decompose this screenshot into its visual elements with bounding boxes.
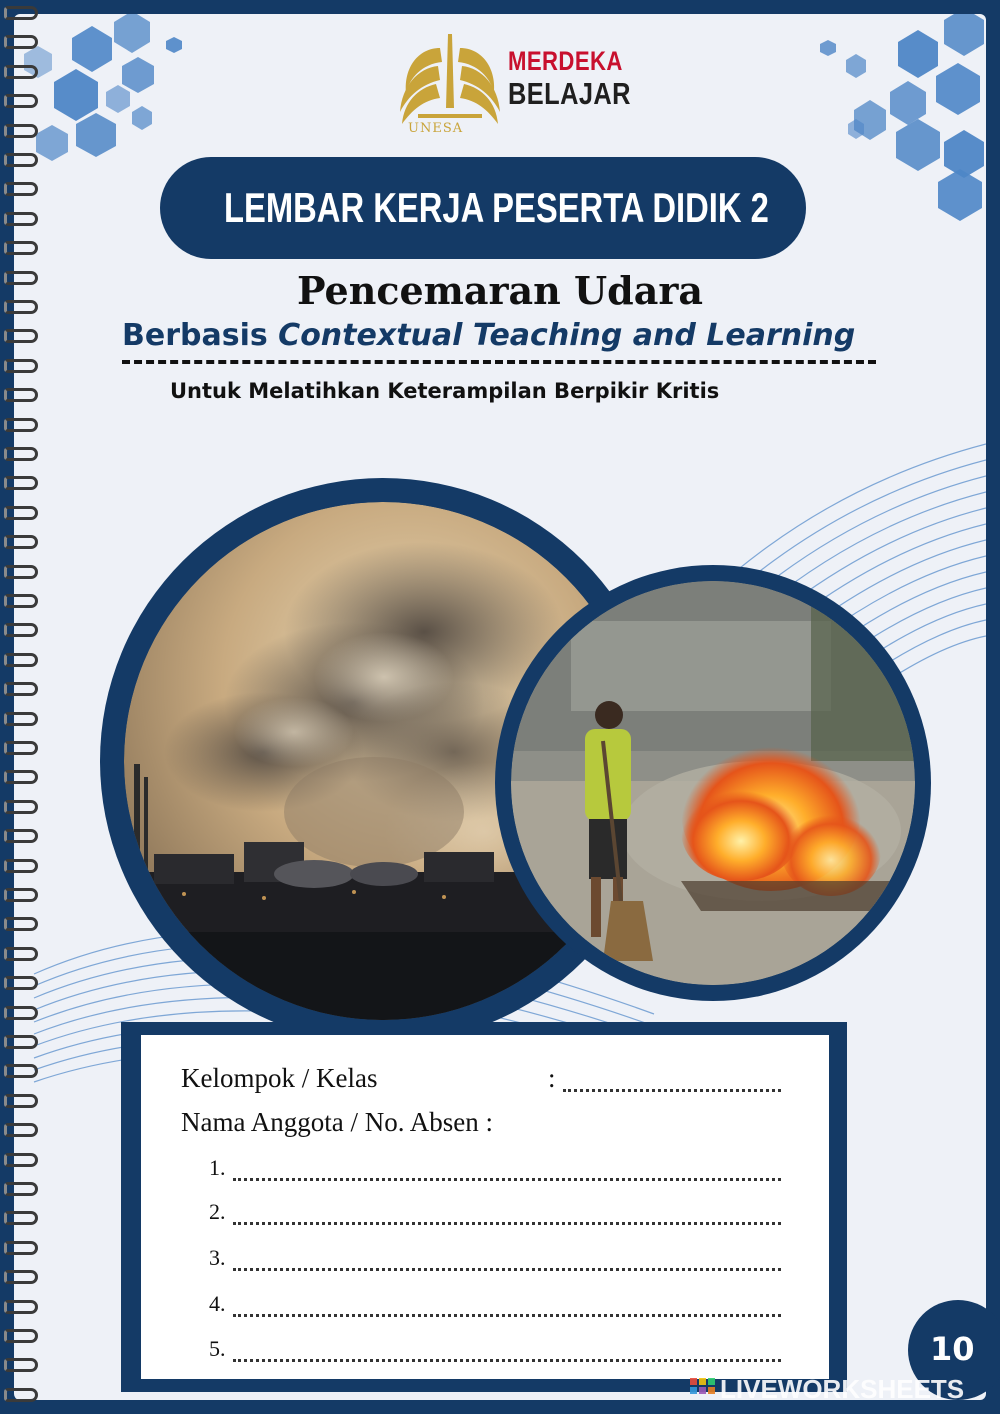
spiral-ring [4,241,38,255]
dashed-divider [122,360,876,364]
group-info-form [121,1022,847,1392]
spiral-ring [4,6,38,20]
member-field-2[interactable] [233,1222,781,1225]
members-label: Nama Anggota / No. Absen : [181,1107,493,1137]
watermark-text: LIVEWORKSHEETS [720,1374,965,1404]
spiral-ring [4,653,38,667]
spiral-ring [4,359,38,373]
spiral-ring [4,1064,38,1078]
spiral-ring [4,829,38,843]
spiral-ring [4,712,38,726]
group-info-form-inner [141,1035,829,1379]
spiral-ring [4,623,38,637]
spiral-ring [4,594,38,608]
page-title: Pencemaran Udara [297,268,703,313]
member-number: 5. [209,1336,226,1361]
member-number: 2. [209,1199,226,1224]
spiral-ring [4,65,38,79]
spiral-ring [4,1094,38,1108]
page-number: 10 [930,1330,975,1368]
burning-waste-photo-frame [495,565,931,1001]
spiral-ring [4,1241,38,1255]
spiral-ring [4,1211,38,1225]
spiral-ring [4,917,38,931]
member-field-1[interactable] [233,1178,781,1181]
member-field-3[interactable] [233,1268,781,1271]
spiral-ring [4,682,38,696]
spiral-ring [4,1153,38,1167]
member-field-4[interactable] [233,1314,781,1317]
spiral-ring [4,976,38,990]
liveworksheets-watermark [690,1374,964,1404]
worksheet-banner [160,157,806,259]
spiral-binding [0,0,44,1414]
spiral-ring [4,1182,38,1196]
spiral-ring [4,1300,38,1314]
spiral-ring [4,476,38,490]
subtitle-italic: Contextual Teaching and Learning [278,318,856,353]
banner-title: LEMBAR KERJA PESERTA DIDIK 2 [224,184,769,231]
member-number: 1. [209,1155,226,1180]
group-class-field[interactable] [563,1089,781,1092]
burning-waste-photo [511,581,915,985]
spiral-ring [4,1123,38,1137]
spiral-ring [4,182,38,196]
member-number: 4. [209,1291,226,1316]
spiral-ring [4,1388,38,1402]
page-subtitle [122,318,855,353]
spiral-ring [4,124,38,138]
member-number: 3. [209,1245,226,1270]
liveworksheets-logo-icon [690,1378,716,1400]
spiral-ring [4,800,38,814]
group-class-separator: : [548,1063,556,1093]
group-class-label: Kelompok / Kelas [181,1063,378,1093]
spiral-ring [4,94,38,108]
spiral-ring [4,506,38,520]
subtitle-prefix: Berbasis [122,318,279,353]
spiral-ring [4,1270,38,1284]
spiral-ring [4,329,38,343]
spiral-ring [4,565,38,579]
spiral-ring [4,859,38,873]
unesa-logo-text: UNESA [408,121,464,136]
spiral-ring [4,447,38,461]
spiral-ring [4,388,38,402]
spiral-ring [4,1035,38,1049]
spiral-ring [4,35,38,49]
spiral-ring [4,535,38,549]
spiral-ring [4,1358,38,1372]
page-tagline: Untuk Melatihkan Keterampilan Berpikir Kritis [170,379,720,403]
spiral-ring [4,418,38,432]
member-field-5[interactable] [233,1359,781,1362]
spiral-ring [4,770,38,784]
spiral-ring [4,1329,38,1343]
merdeka-logo-text: MERDEKA [508,46,623,76]
spiral-ring [4,212,38,226]
spiral-ring [4,888,38,902]
spiral-ring [4,947,38,961]
spiral-ring [4,1006,38,1020]
belajar-logo-text: BELAJAR [508,76,631,111]
spiral-ring [4,153,38,167]
spiral-ring [4,741,38,755]
